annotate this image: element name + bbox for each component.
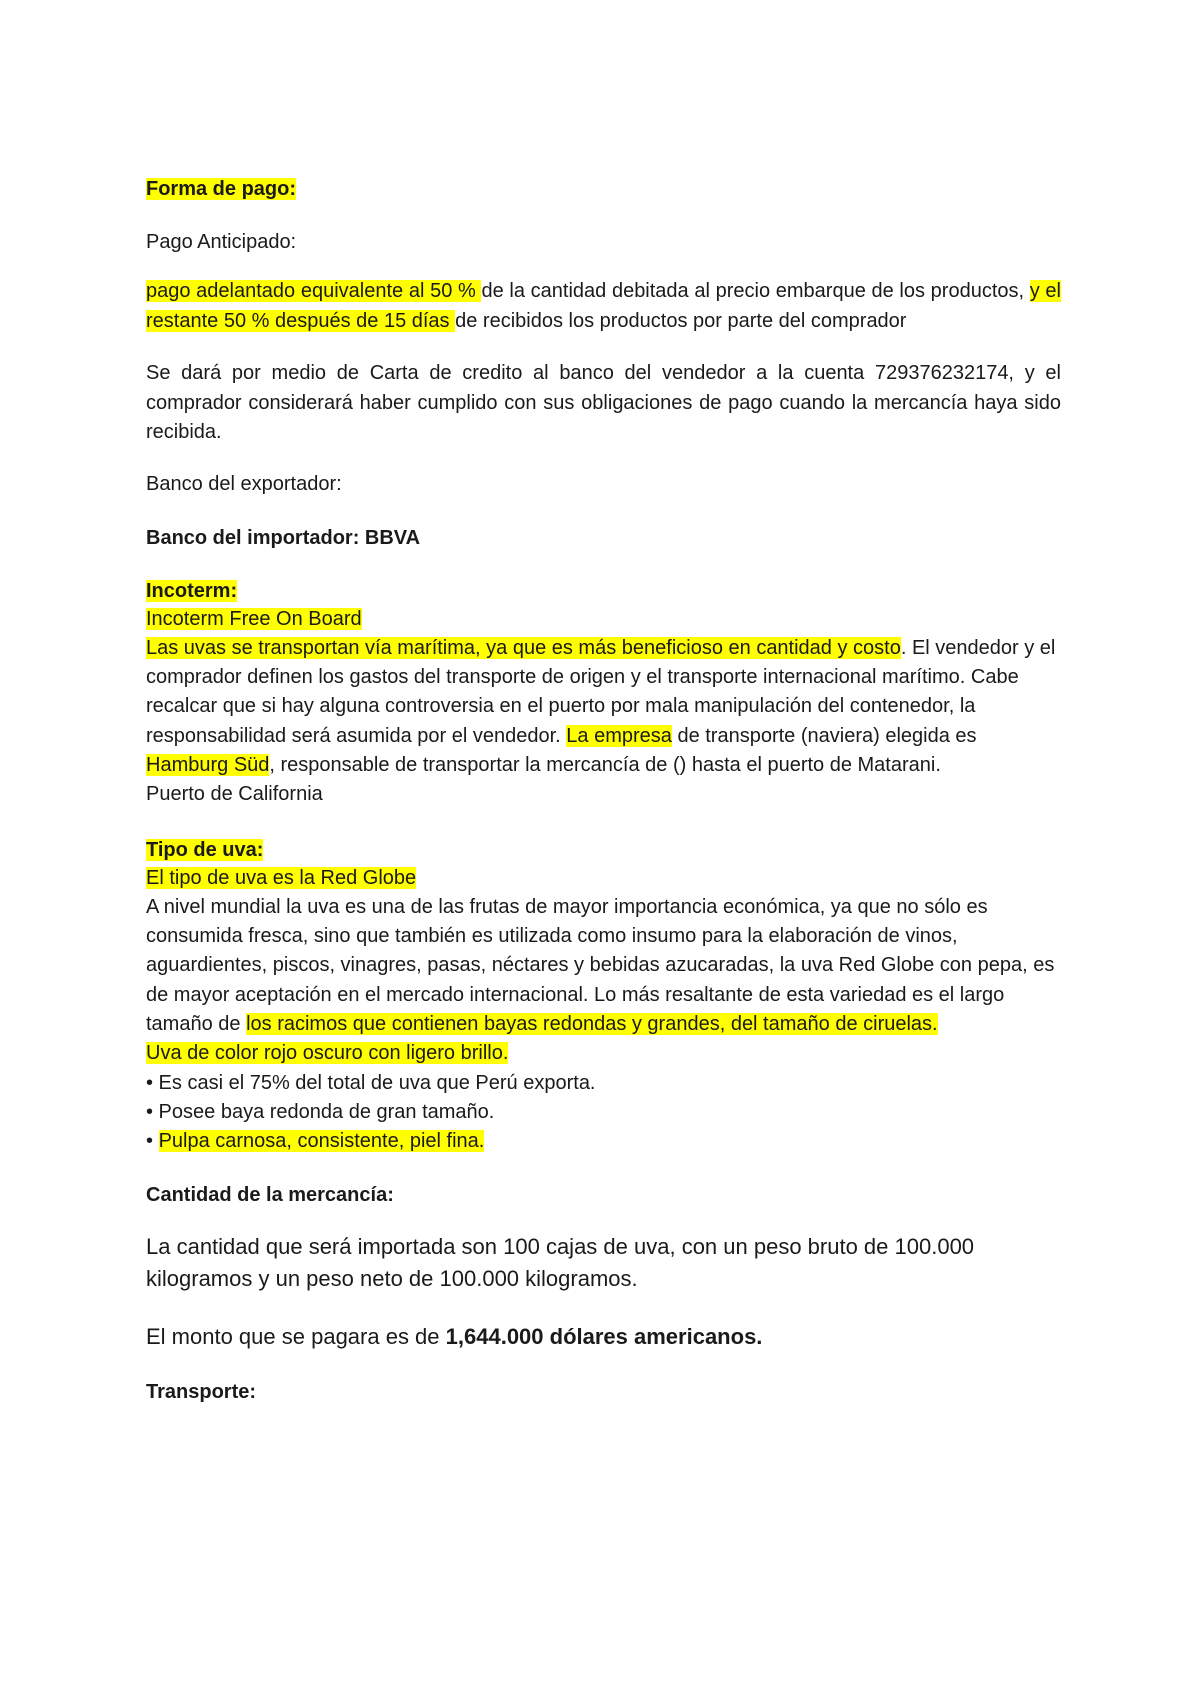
- forma-pago-heading: Forma de pago:: [146, 178, 297, 200]
- cantidad-paragraph: La cantidad que será importada son 100 cajas de uva, con un peso bruto de 100.000 kilogramos y un peso neto de 100.000 kilogramos.: [146, 1233, 975, 1291]
- incoterm-section: [146, 605, 1061, 810]
- cantidad-heading: Cantidad de la mercancía:: [146, 1183, 394, 1206]
- pago-anticipado-label: Pago Anticipado:: [146, 231, 297, 253]
- color-line: Uva de color rojo oscuro con ligero brillo.: [146, 1042, 509, 1065]
- incoterm-paragraph: Las uvas se transportan vía marítima, ya que es más beneficioso en cantidad y costo. El vendedor y el comprador definen los gastos del transporte de origen y el transporte internacional marítimo. Cabe recalcar que si hay alguna controversia en el puerto por mala manipulación del contenedor, la responsabilidad será asumida por el vendedor. La empresa de transporte (naviera) elegida es Hamburg Süd, responsable de transportar la mercancía de () hasta el puerto de Matarani.: [146, 636, 1056, 776]
- puerto-line: Puerto de California: [146, 783, 323, 806]
- racimos-highlight: los racimos que contienen bayas redondas y grandes, del tamaño de ciruelas.: [246, 1013, 938, 1036]
- tipo-uva-heading: Tipo de uva:: [146, 838, 264, 861]
- incoterm-highlight-c: Hamburg Süd: [146, 753, 270, 776]
- bullet-item: • Es casi el 75% del total de uva que Perú exporta.: [146, 1071, 596, 1094]
- incoterm-line: Incoterm Free On Board: [146, 607, 362, 630]
- tipo-uva-section: [146, 864, 1061, 1157]
- pago-paragraph: pago adelantado equivalente al 50 % de la cantidad debitada al precio embarque de los productos, y el restante 50 % después de 15 días de recibidos los productos por parte del comprador: [146, 280, 1061, 332]
- document-body: [146, 176, 1061, 1405]
- transporte-heading: Transporte:: [146, 1380, 257, 1403]
- tipo-uva-line: El tipo de uva es la Red Globe: [146, 866, 417, 889]
- banco-exportador: Banco del exportador:: [146, 472, 342, 495]
- incoterm-heading: Incoterm:: [146, 579, 238, 602]
- bullet-item: • Posee baya redonda de gran tamaño.: [146, 1100, 495, 1123]
- monto-paragraph: El monto que se pagara es de 1,644.000 dólares americanos.: [146, 1323, 763, 1349]
- pago-highlight-1: pago adelantado equivalente al 50 %: [146, 280, 482, 302]
- banco-importador: Banco del importador: BBVA: [146, 526, 421, 549]
- carta-credito-paragraph: Se dará por medio de Carta de credito al banco del vendedor a la cuenta 729376232174, y el comprador considerará haber cumplido con sus obligaciones de pago cuando la mercancía haya sido recibida.: [146, 362, 1061, 443]
- bullet-item: • Pulpa carnosa, consistente, piel fina.: [146, 1130, 485, 1153]
- tipo-uva-paragraph: A nivel mundial la uva es una de las frutas de mayor importancia económica, ya que no sólo es consumida fresca, sino que también es utilizada como insumo para la elaboración de vinos, aguardientes, piscos, vinagres, pasas, néctares y bebidas azucaradas, la uva Red Globe con pepa, es de mayor aceptación en el mercado internacional. Lo más resaltante de esta variedad es el largo tamaño de los racimos que contienen bayas redondas y grandes, del tamaño de ciruelas.: [146, 895, 1055, 1036]
- monto-amount: 1,644.000 dólares americanos.: [445, 1323, 763, 1349]
- pago-highlight-2: y el restante 50 % después de 15 días: [146, 280, 1061, 332]
- incoterm-highlight-b: La empresa: [566, 724, 672, 747]
- incoterm-highlight-a: Las uvas se transportan vía marítima, ya que es más beneficioso en cantidad y costo: [146, 636, 901, 659]
